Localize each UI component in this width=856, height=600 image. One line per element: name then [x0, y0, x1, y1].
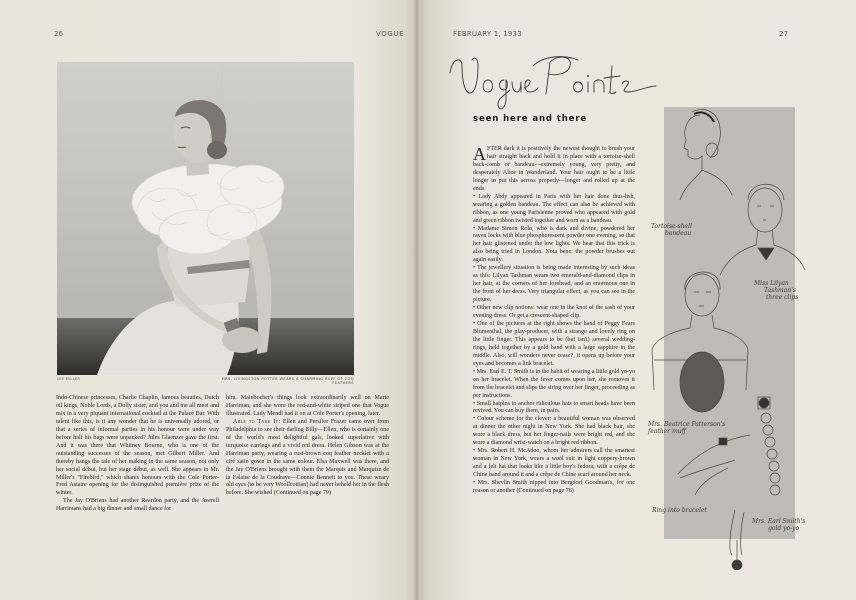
- bullet-item: • Madame Simon Rolo, who is dark and divine, powdered her raven locks with blue phosphorescent powder one evening, so that her hair glistened under the low lights. We hear that this trick is also being tried in London. Nota bene: the powder brushes out again easily.: [473, 225, 635, 264]
- paragraph: him. Mainbocher's things look extraordinarily well on Marie Harriman, and she wore the red-and-white striped one that Vogue illustrated. Lady Mendl had it on at Cole Porter's opening, later.: [226, 395, 389, 417]
- photo-credit: LEE MILLER: [57, 377, 81, 381]
- subtitle: seen here and there: [473, 114, 588, 124]
- portrait-photo: [57, 62, 354, 375]
- portrait-figure-icon: [57, 62, 354, 375]
- lead-paragraph: AFTER dark it is positively the newest thought to brush your hair straight back and hold it in place with a tortoise-shell back-comb or bandeau—extremely young, very pretty, and desperately Alice in Wonderland. Your hair ought to be a little longer to put this across properly—longer and rolled up at the ends.: [473, 144, 635, 192]
- drop-cap: A: [473, 144, 486, 164]
- bullet-item: • Small hatpins to anchor ridiculous hats to smart heads have been revived. You can buy them, in pairs.: [473, 400, 635, 415]
- bullet-item: • Colour scheme for the clever: a beautiful woman was observed at dinner the other night in New York. She had black hair, she wore a black dress, but her finger-nails were bright red, and she wore a diamond wrist-watch on a bright red ribbon.: [473, 416, 635, 447]
- photo-caption: MRS. LIVINGSTON POTTER WEARS A CHARMING RUFF OF COQ FEATHERS: [221, 377, 354, 385]
- section-body: Ellen and Persifor Frazer came over from Philadelphia to see their darling Billy—Ellen, who is certainly one of the world's most delightful gals, looked superlative with turquoise earrings and a vivid red dress. Helen Gibson was at the Harriman party, wearing a rust-brown coq feather necklet with a ciré satin gown in the same colour. Elsa Maxwell was there, and the Jay O'Briens brought with them the Marquis and Marquise de la Falaise de la Coudraye—Connie Bennett to you. These weary old eyes (to be very Woollcottian) had never beheld her in the flesh before. She wished (Continued on page 79): [226, 418, 389, 497]
- sketch-caption: Mrs. Earl Smith's gold yo-yo: [752, 518, 806, 532]
- date-line: FEBRUARY 1, 1933: [453, 30, 522, 38]
- sketch-caption: Ring into bracelet: [652, 507, 707, 514]
- sketch-drawings-icon: [640, 100, 840, 570]
- bullet-item: • Mrs. Shevlin Smith nipped into Bergdorf Goodman's, for one reason or another (Continued on page 76): [473, 480, 635, 494]
- section-head: Able to Take It:: [233, 418, 281, 425]
- bullet-item: • Mrs. Robert H. McAdoo, whom her admirers call the smartest woman in New York, wears a wool suit in light coppery-brown and a felt hat that looks like a little boy's fedora, with a crêpe de Chine band around it and a crêpe de Chine scarf around her neck.: [473, 448, 635, 479]
- bullet-item: • Other new clip notions: wear one in the knot of the sash of your evening dress. Or get a crescent-shaped clip.: [473, 305, 635, 320]
- left-column-1: [56, 395, 219, 514]
- bullet-item: • One of the pictures at the right shows the hand of Peggy Fears Blumenthal, the play-producer, with a strange and lovely ring on the little finger. This appears to be (but isn't) several wedding-rings, held together by a gold band with a large sapphire in the middle. Also, will wonders never cease?, it opens up before your eyes and becomes a link bracelet.: [473, 320, 635, 367]
- sketch-caption: Mrs. Beatrice Patterson's feather muff: [648, 421, 726, 435]
- running-head: VOGUE: [376, 30, 405, 38]
- vogue-points-script-title: [448, 48, 658, 118]
- sketch-caption: Miss Lilyan Tashman's three clips: [754, 280, 799, 301]
- left-column-2: [226, 395, 389, 498]
- right-column: [473, 146, 635, 496]
- bullet-item: • Mrs. Earl E. T. Smith is in the habit of wearing a little gold yo-yo on her bracelet. When the fever comes upon her, she removes it from the bracelet and slips the string over her finger, proceeding as per instructions.: [473, 368, 635, 399]
- page-number-left: 26: [54, 30, 64, 38]
- bullet-item: • The jewellery situation is being made interesting by such ideas as this: Lilyan Tashman wears two emerald-and-diamond clips in her hair, at the corners of her forehead, and an enormous one in the front of her dress. Very triangular effect, as you can see in the picture.: [473, 265, 635, 304]
- paragraph: The Jay O'Briens had another Reardon party, and the Averell Harrimans had a big dinner and small dance for: [56, 498, 219, 513]
- sketch-caption: Tortoise-shell bandeau: [651, 223, 692, 237]
- page-number-right: 27: [779, 30, 789, 38]
- left-page: [0, 0, 418, 600]
- paragraph: Indo-Chinese princesses, Charlie Chaplin, famous beauties, Dutch oil kings, Noble Lords, a Dolly sister, and you and me all meet and mix in a very piquant international cocktail at the Palace Bar. With talent like this, is it any wonder that he is universally adored, or that a series of informal parties in his honour were under way before half his bags were unpacked? Jules Glaenzer gave the first. And it was there that Whitney Bourne, who is one of the outstanding successes of the season, met Gilbert Miller. And thereby hangs the tale of her making in the same season, not only her social début, but her stage début, as well. She appears in Mr. Miller's "Firebird," which shares honours with the Cole Porter-Fred Astaire opening for the distinguished première prize of the winter.: [56, 395, 219, 497]
- paragraph: [226, 419, 389, 499]
- bullet-item: • Lady Abdy appeared in Paris with her hair done thus-lish, wearing a golden bandeau. The effect can also be achieved with ribbon, as one young Parisienne proved who appeared with gold and green ribbon twisted together and worn as a bandeau.: [473, 193, 635, 224]
